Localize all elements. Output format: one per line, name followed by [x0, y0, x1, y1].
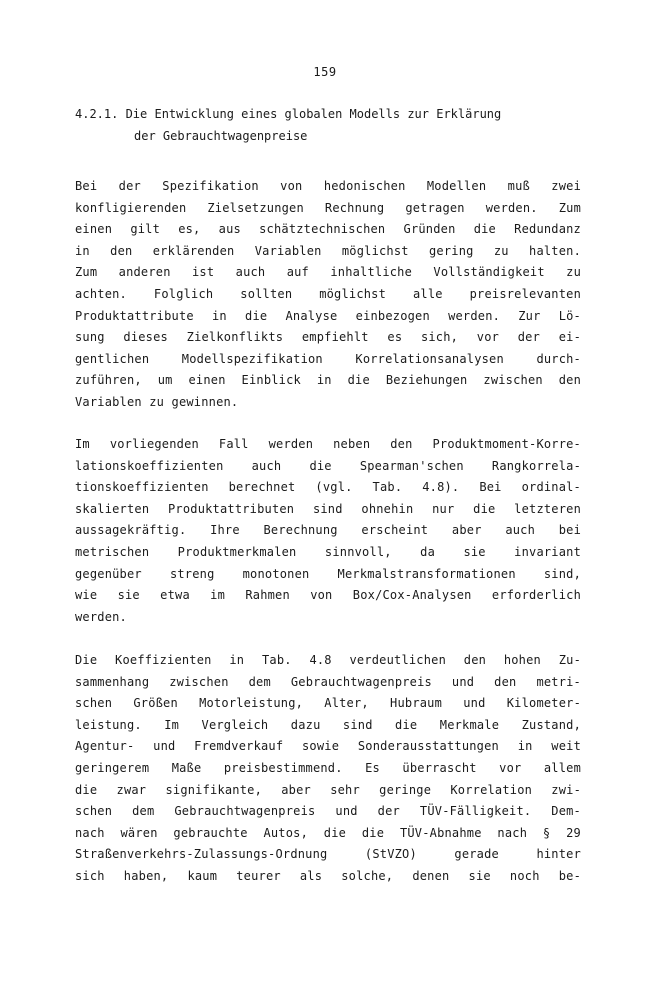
text-line: die zwar signifikante, aber sehr geringe Korrelation zwi-	[75, 782, 581, 797]
text-line: Im vorliegenden Fall werden neben den Produktmoment-Korre-	[75, 437, 581, 451]
text-line: lationskoeffizienten auch die Spearman'schen Rangkorrela-	[75, 458, 581, 473]
text-line: tionskoeffizienten berechnet (vgl. Tab. 4.8). Bei ordinal-	[75, 480, 581, 495]
text-line: Straßenverkehrs-Zulassungs-Ordnung (StVZO) gerade hinter	[75, 847, 581, 862]
text-line: gegenüber streng monotonen Merkmalstransformationen sind,	[75, 566, 581, 581]
text-line: Agentur- und Fremdverkauf sowie Sonderausstattungen in weit	[75, 739, 581, 754]
text-line: aussagekräftig. Ihre Berechnung erscheint aber auch bei	[75, 523, 581, 538]
text-line: wie sie etwa im Rahmen von Box/Cox-Analysen erforderlich	[75, 588, 581, 603]
heading-line: 4.2.1. Die Entwicklung eines globalen Modells zur Erklärung	[75, 107, 502, 121]
text-line: sammenhang zwischen dem Gebrauchtwagenpreis und den metri-	[75, 674, 581, 689]
paragraph-2	[75, 434, 581, 628]
paragraph-3	[75, 650, 581, 888]
text-line: metrischen Produktmerkmalen sinnvoll, da sie invariant	[75, 544, 581, 559]
text-line: Produktattribute in die Analyse einbezogen werden. Zur Lö-	[75, 308, 581, 323]
text-line: schen Größen Motorleistung, Alter, Hubraum und Kilometer-	[75, 696, 581, 711]
page-number: 159	[313, 65, 337, 79]
text-line: Bei der Spezifikation von hedonischen Modellen muß zwei	[75, 179, 581, 193]
section-heading	[75, 103, 585, 147]
text-line: einen gilt es, aus schätztechnischen Gründen die Redundanz	[75, 222, 581, 237]
text-line: Die Koeffizienten in Tab. 4.8 verdeutlichen den hohen Zu-	[75, 653, 581, 667]
text-line: sung dieses Zielkonflikts empfiehlt es sich, vor der ei-	[75, 330, 581, 345]
heading-line: der Gebrauchtwagenpreise	[134, 129, 308, 143]
text-line: konfligierenden Zielsetzungen Rechnung getragen werden. Zum	[75, 200, 581, 215]
text-line: leistung. Im Vergleich dazu sind die Merkmale Zustand,	[75, 717, 581, 732]
text-line: sich haben, kaum teurer als solche, denen sie noch be-	[75, 868, 581, 883]
text-line: zuführen, um einen Einblick in die Beziehungen zwischen den	[75, 373, 581, 388]
text-line: schen dem Gebrauchtwagenpreis und der TÜV-Fälligkeit. Dem-	[75, 804, 581, 819]
text-line: nach wären gebrauchte Autos, die die TÜV-Abnahme nach § 29	[75, 825, 581, 840]
text-line: geringerem Maße preisbestimmend. Es überrascht vor allem	[75, 760, 581, 775]
text-line: Variablen zu gewinnen.	[75, 394, 239, 409]
text-line: Zum anderen ist auch auf inhaltliche Vollständigkeit zu	[75, 265, 581, 280]
text-line: gentlichen Modellspezifikation Korrelationsanalysen durch-	[75, 351, 581, 366]
text-line: skalierten Produktattributen sind ohnehin nur die letzteren	[75, 501, 581, 516]
text-line: in den erklärenden Variablen möglichst gering zu halten.	[75, 243, 581, 258]
text-line: achten. Folglich sollten möglichst alle preisrelevanten	[75, 286, 581, 301]
paragraph-1	[75, 176, 581, 414]
text-line: werden.	[75, 609, 127, 624]
